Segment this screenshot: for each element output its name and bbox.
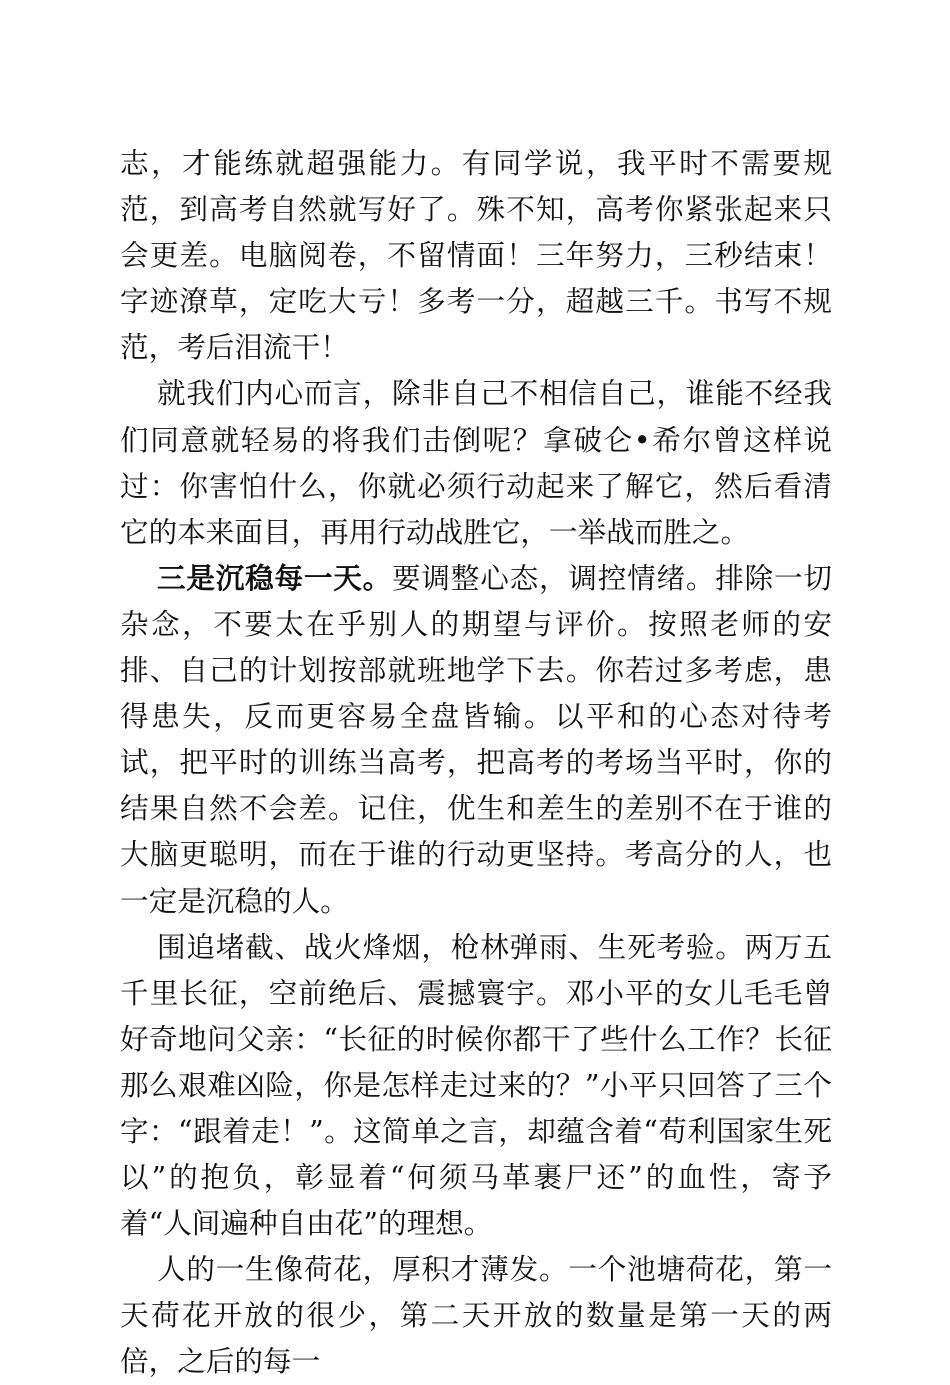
paragraph [120, 924, 832, 1247]
paragraph [120, 370, 832, 554]
paragraph-text: 围追堵截、战火烽烟，枪林弹雨、生死考验。两万五千里长征，空前绝后、震撼寰宇。邓小平的女儿毛毛曾好奇地问父亲：“长征的时候你都干了些什么工作？长征那么艰难凶险，你是怎样走过来的？”小平只回答了三个字：“跟着走！”。这简单之言，却蕴含着“苟利国家生死以”的抱负，彰显着“何须马革裹尸还”的血性，寄予着“人间遍种自由花”的理想。 [120, 929, 832, 1241]
paragraph [120, 140, 832, 370]
paragraph [120, 1246, 832, 1384]
paragraph [120, 555, 832, 924]
paragraph-text: 人的一生像荷花，厚积才薄发。一个池塘荷花，第一天荷花开放的很少，第二天开放的数量是第一天的两倍，之后的每一 [120, 1252, 832, 1379]
paragraph-text: 志，才能练就超强能力。有同学说，我平时不需要规范，到高考自然就写好了。殊不知，高考你紧张起来只会更差。电脑阅卷，不留情面！三年努力，三秒结束！字迹潦草，定吃大亏！多考一分，超越三千。书写不规范，考后泪流干！ [120, 146, 832, 365]
paragraph-text: 要调整心态，调控情绪。排除一切杂念，不要太在乎别人的期望与评价。按照老师的安排、自己的计划按部就班地学下去。你若过多考虑，患得患失，反而更容易全盘皆输。以平和的心态对待考试，把平时的训练当高考，把高考的考场当平时，你的结果自然不会差。记住，优生和差生的差别不在于谁的大脑更聪明，而在于谁的行动更坚持。考高分的人，也一定是沉稳的人。 [120, 560, 832, 918]
paragraph-lead-heading: 三是沉稳每一天。 [157, 560, 393, 595]
document-body [120, 140, 832, 1385]
paragraph-text: 就我们内心而言，除非自己不相信自己，谁能不经我们同意就轻易的将我们击倒呢？拿破仑•希尔曾这样说过：你害怕什么，你就必须行动起来了解它，然后看清它的本来面目，再用行动战胜它，一举战而胜之。 [120, 376, 832, 549]
